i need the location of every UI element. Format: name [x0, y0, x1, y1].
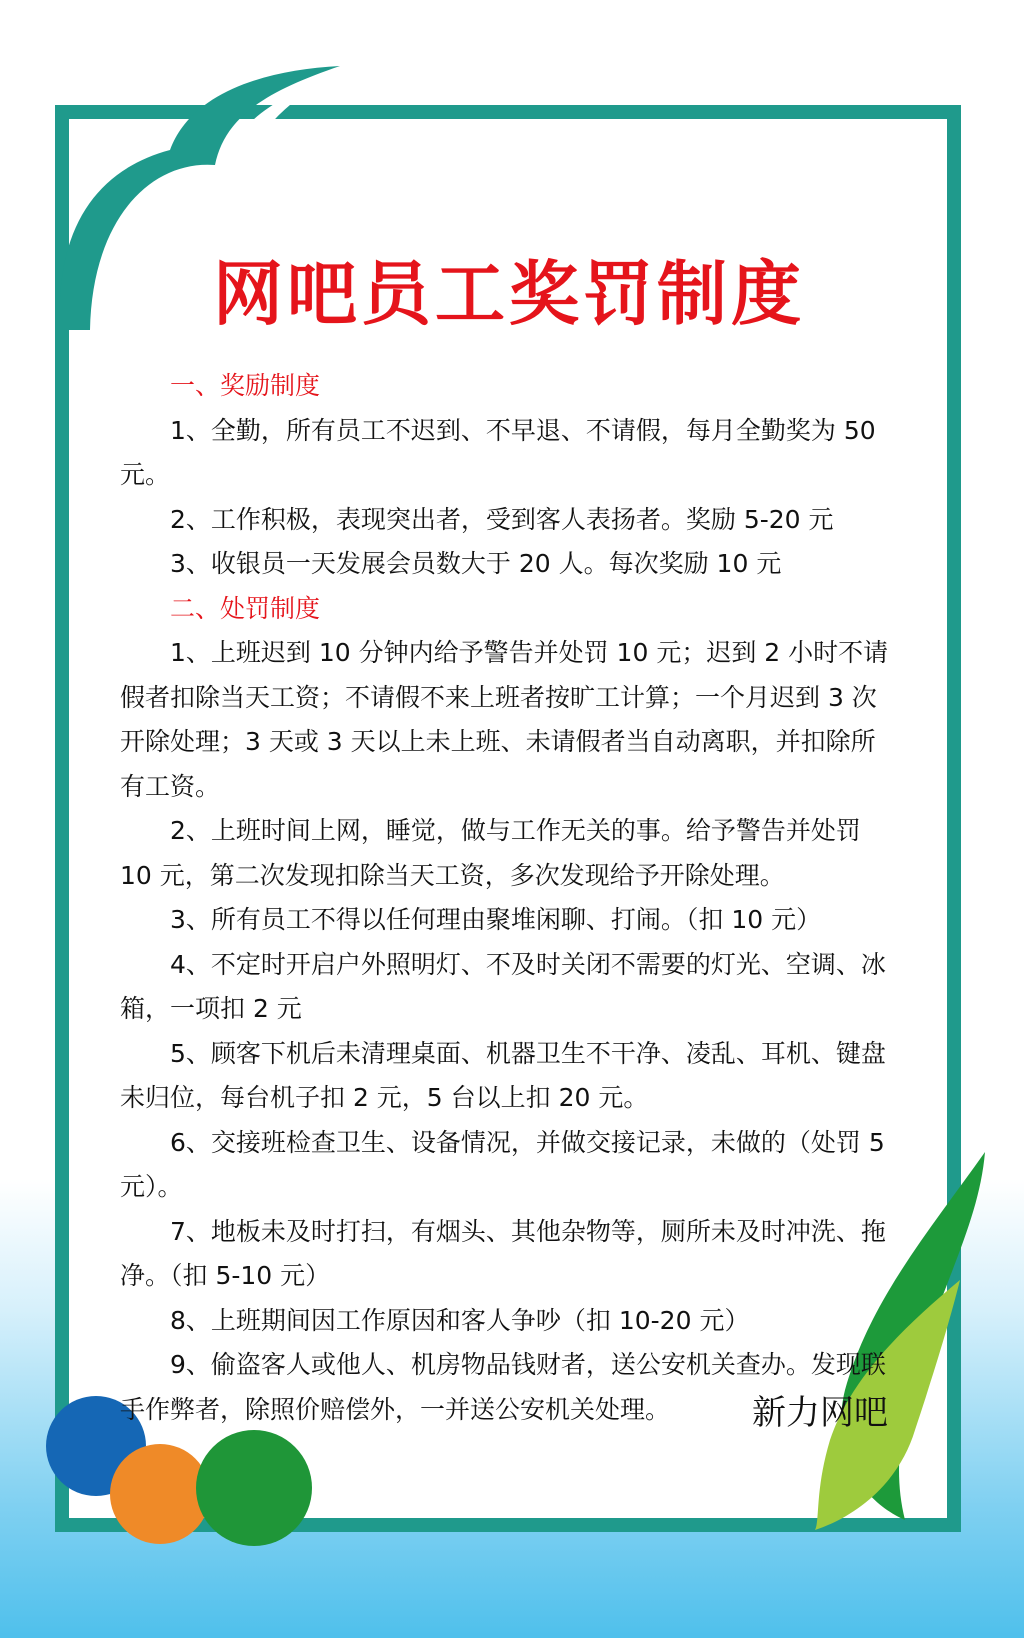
penalty-item: 2、上班时间上网，睡觉，做与工作无关的事。给予警告并处罚 10 元，第二次发现扣除当天工资，多次发现给予开除处理。 — [120, 816, 861, 890]
section-heading-rewards: 一、奖励制度 — [170, 371, 321, 400]
penalty-item: 7、地板未及时打扫，有烟头、其他杂物等，厕所未及时冲洗、拖净。（扣 5-10 元） — [120, 1216, 886, 1290]
signature: 新力网吧 — [752, 1393, 888, 1433]
reward-item: 2、工作积极，表现突出者，受到客人表扬者。奖励 5-20 元 — [170, 504, 834, 534]
poster-panel — [70, 118, 948, 1518]
penalty-item: 4、不定时开启户外照明灯、不及时关闭不需要的灯光、空调、冰箱，一项扣 2 元 — [120, 949, 886, 1023]
penalty-item: 8、上班期间因工作原因和客人争吵（扣 10-20 元） — [170, 1305, 750, 1335]
reward-item: 3、收银员一天发展会员数大于 20 人。每次奖励 10 元 — [170, 549, 782, 578]
penalty-item: 5、顾客下机后未清理桌面、机器卫生不干净、凌乱、耳机、键盘未归位，每台机子扣 2 元，5 台以上扣 20 元。 — [120, 1038, 886, 1112]
reward-item: 1、全勤，所有员工不迟到、不早退、不请假，每月全勤奖为 50 元。 — [120, 415, 876, 489]
poster-title: 网吧员工奖罚制度 — [213, 253, 805, 335]
section-heading-penalties: 二、处罚制度 — [170, 593, 321, 623]
rules-content — [120, 364, 900, 1432]
penalty-item: 1、上班迟到 10 分钟内给予警告并处罚 10 元；迟到 2 小时不请假者扣除当天工资；不请假不来上班者按旷工计算；一个月迟到 3 次开除处理；3 天或 3 天以上未上班、未请假者当自动离职，并扣除所有工资。 — [120, 638, 889, 801]
penalty-item: 6、交接班检查卫生、设备情况，并做交接记录，未做的（处罚 5 元）。 — [120, 1127, 885, 1201]
penalty-item: 9、偷盗客人或他人、机房物品钱财者，送公安机关查办。发现联手作弊者，除照价赔偿外，一并送公安机关处理。 — [120, 1350, 886, 1424]
penalty-item: 3、所有员工不得以任何理由聚堆闲聊、打闹。（扣 10 元） — [170, 905, 822, 934]
